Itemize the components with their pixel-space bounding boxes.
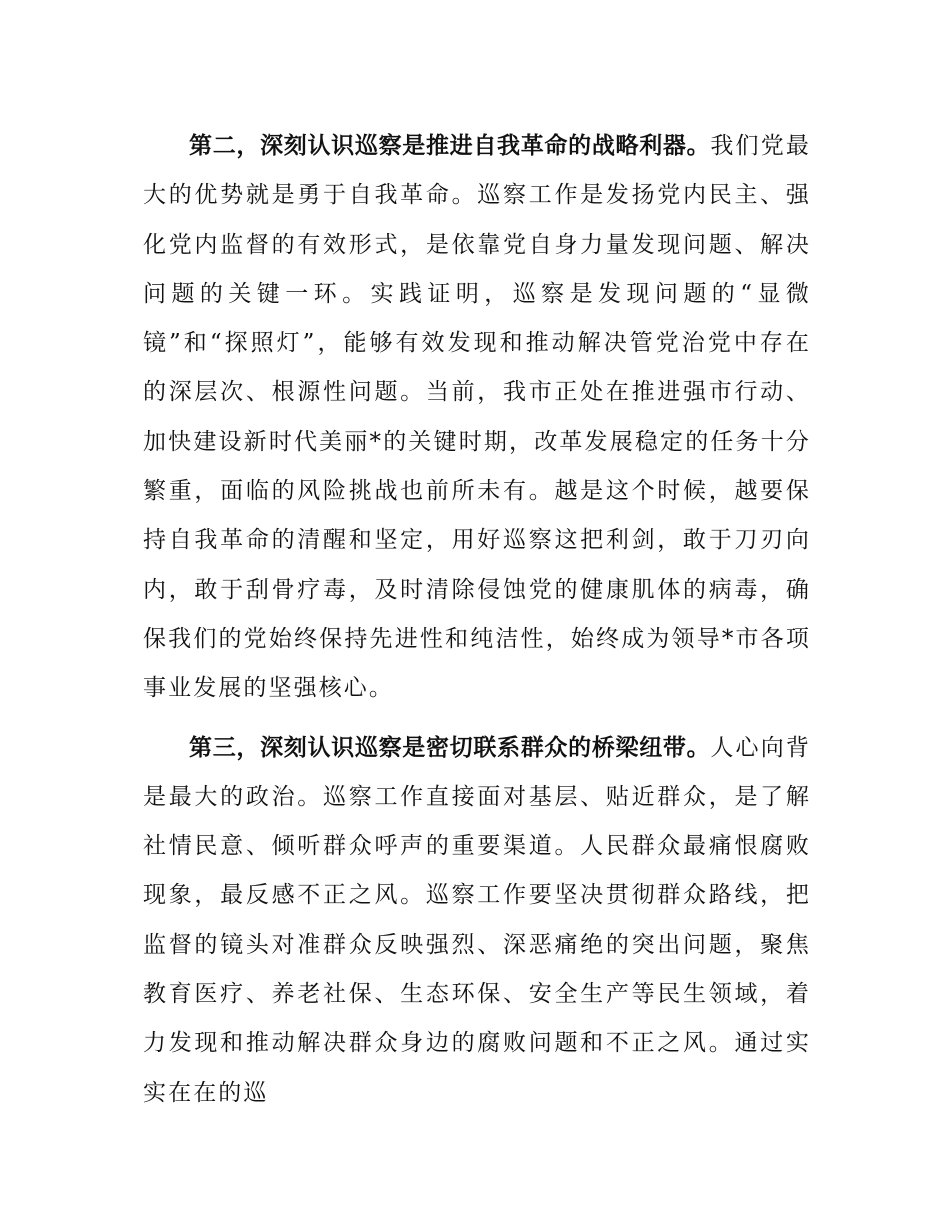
paragraph-heading: 第三，深刻认识巡察是密切联系群众的桥梁纽带。 [189, 734, 711, 761]
paragraph-heading: 第二，深刻认识巡察是推进自我革命的战略利器。 [189, 133, 711, 159]
paragraph-second-point [143, 122, 811, 714]
paragraph-text: 人心向背是最大的政治。巡察工作直接面对基层、贴近群众，是了解社情民意、倾听群众呼声的重要渠道。人民群众最痛恨腐败现象，最反感不正之风。巡察工作要坚决贯彻群众路线，把监督的镜头对准群众反映强烈、深恶痛绝的突出问题，聚焦教育医疗、养老社保、生态环保、安全生产等民生领域，着力发现和推动解决群众身边的腐败问题和不正之风。通过实实在在的巡 [143, 734, 811, 1106]
document-body [143, 122, 811, 1118]
paragraph-text: 我们党最大的优势就是勇于自我革命。巡察工作是发扬党内民主、强化党内监督的有效形式，是依靠党自身力量发现问题、解决问题的关键一环。实践证明，巡察是发现问题的“显微镜”和“探照灯”，能够有效发现和推动解决管党治党中存在的深层次、根源性问题。当前，我市正处在推进强市行动、加快建设新时代美丽*的关键时期，改革发展稳定的任务十分繁重，面临的风险挑战也前所未有。越是这个时候，越要保持自我革命的清醒和坚定，用好巡察这把利剑，敢于刀刃向内，敢于刮骨疗毒，及时清除侵蚀党的健康肌体的病毒，确保我们的党始终保持先进性和纯洁性，始终成为领导*市各项事业发展的坚强核心。 [143, 133, 811, 702]
paragraph-third-point [143, 724, 811, 1118]
